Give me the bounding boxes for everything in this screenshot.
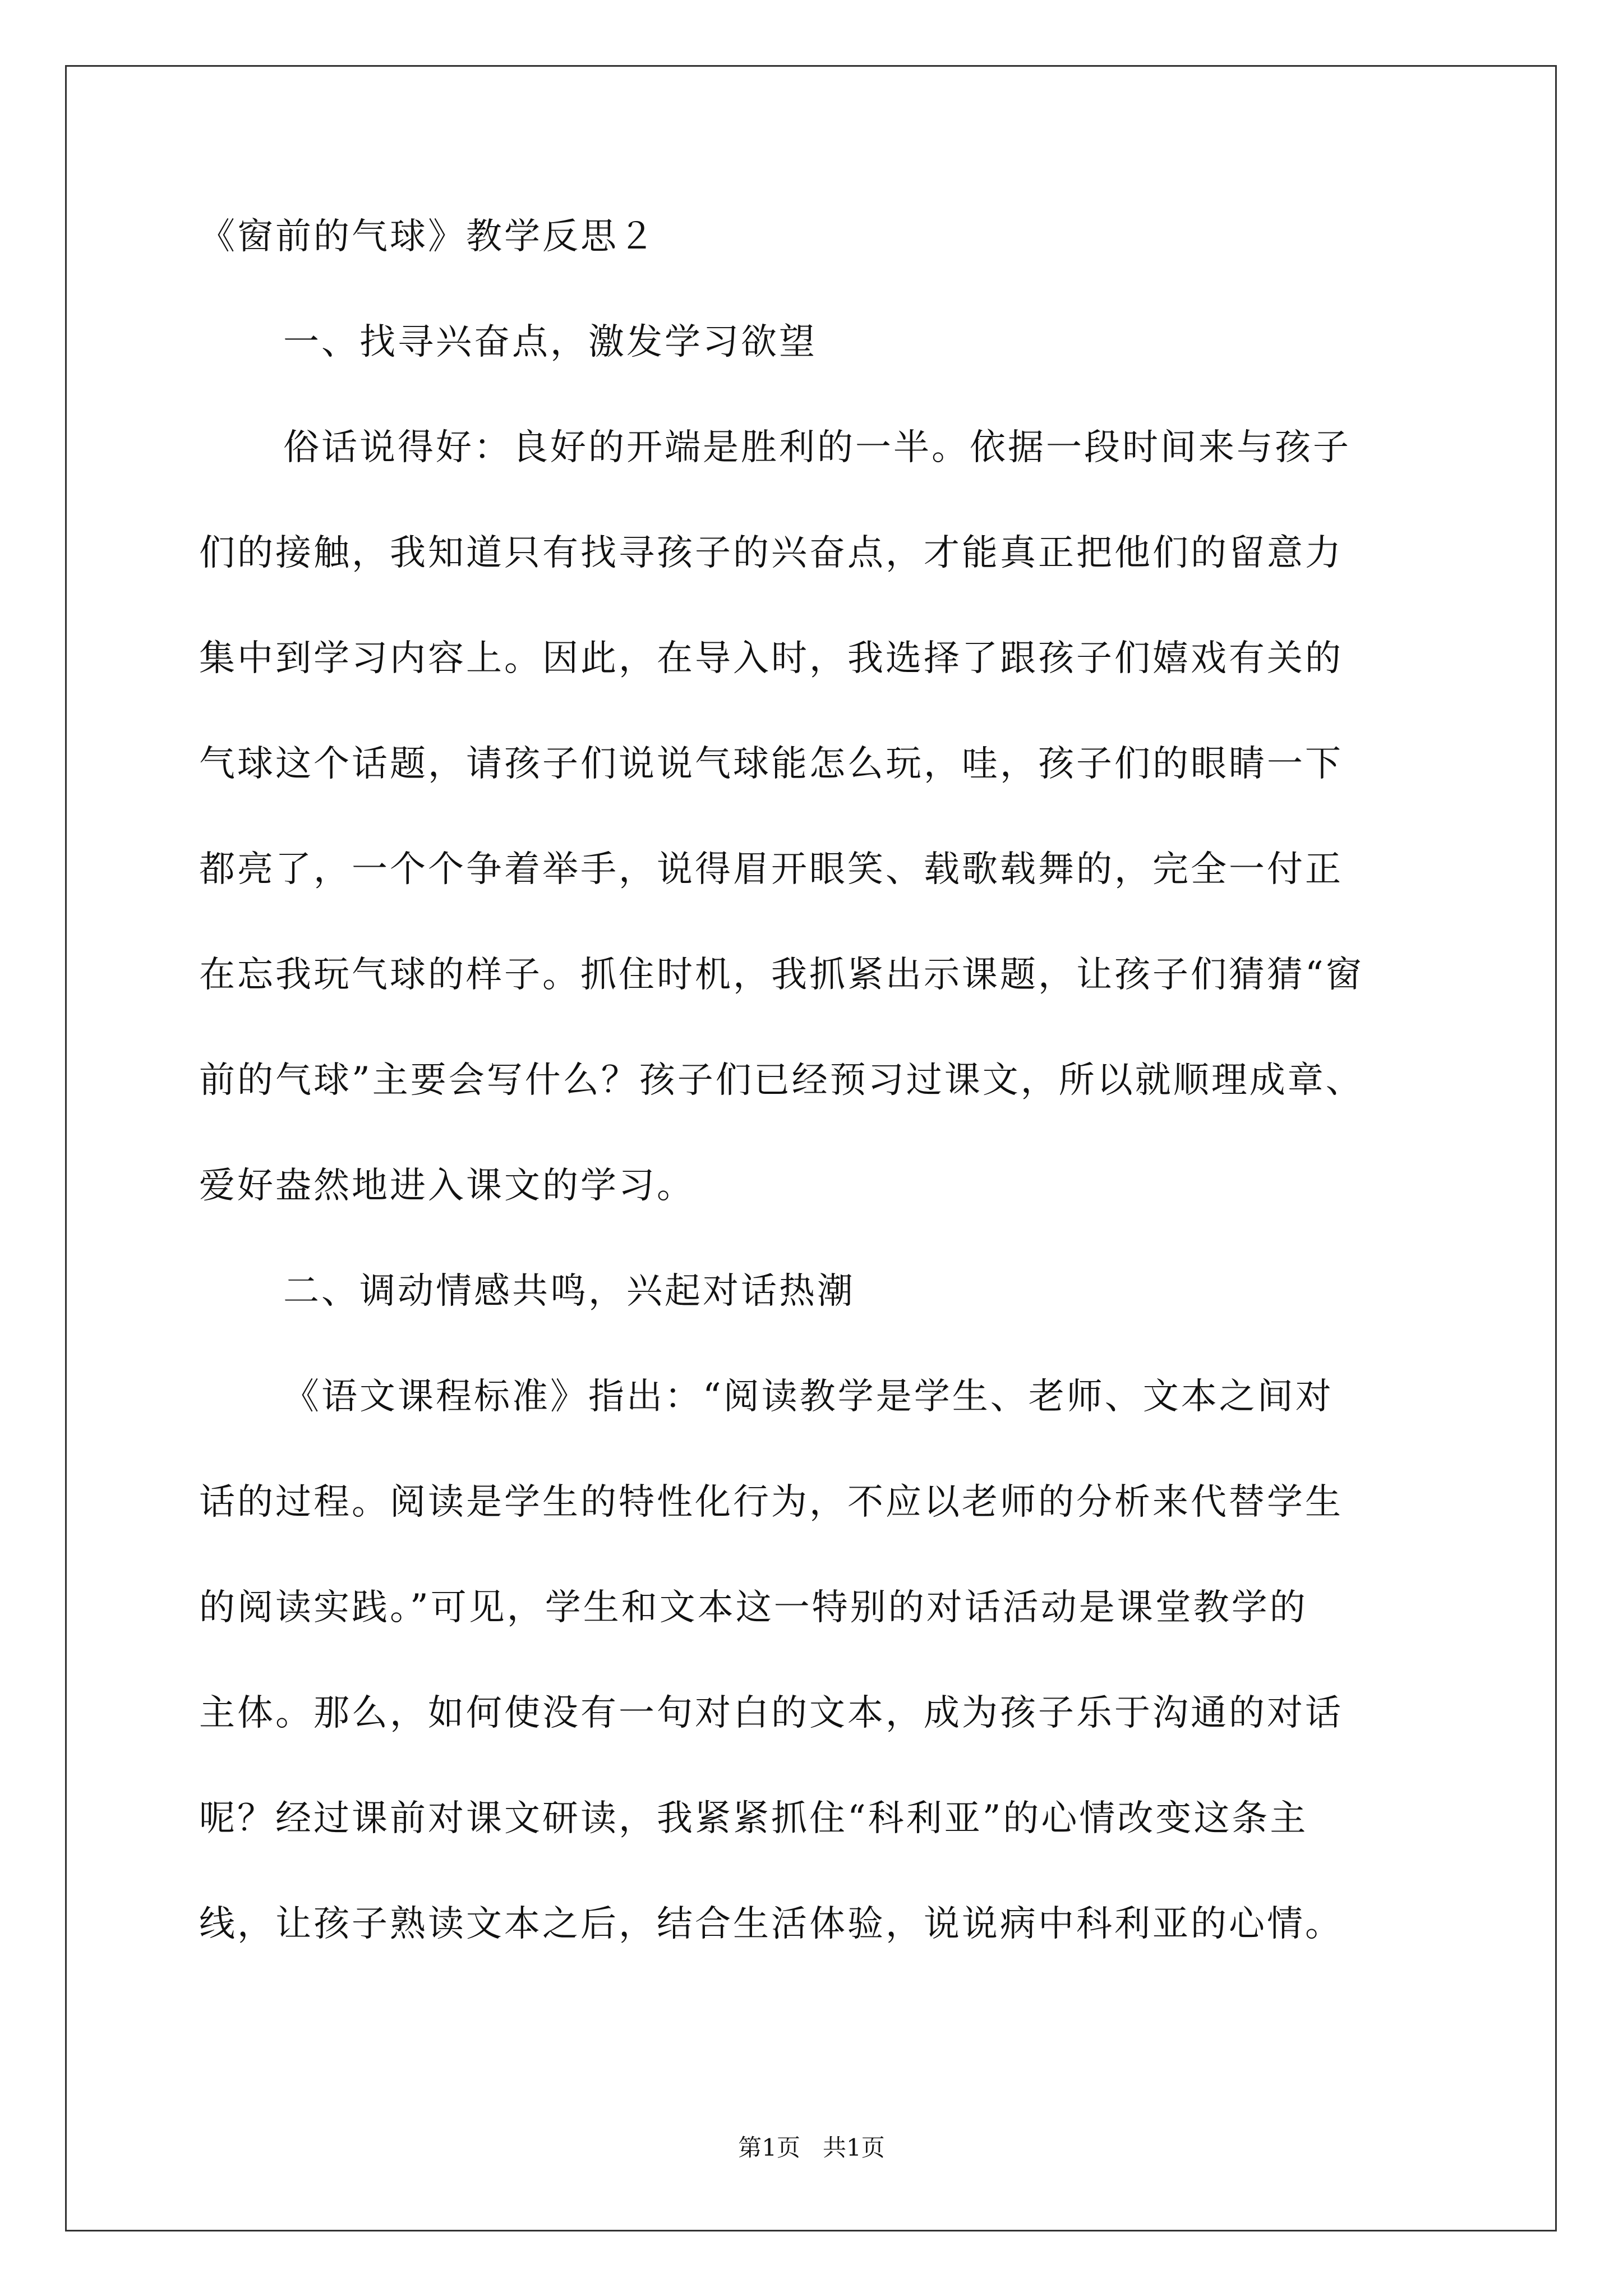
text-line: 俗话说得好：良好的开端是胜利的一半。依据一段时间来与孩子 <box>283 427 1351 468</box>
text-line: 前的气球”主要会写什么？孩子们已经预习过课文，所以就顺理成章、 <box>199 1060 1364 1101</box>
text-line: 们的接触，我知道只有找寻孩子的兴奋点，才能真正把他们的留意力 <box>199 532 1343 574</box>
text-line: 都亮了，一个个争着举手，说得眉开眼笑、载歌载舞的，完全一付正 <box>199 849 1343 890</box>
text-line: 的阅读实践。”可见，学生和文本这一特别的对话活动是课堂教学的 <box>199 1587 1308 1628</box>
text-line: 在忘我玩气球的样子。抓住时机，我抓紧出示课题，让孩子们猜猜“窗 <box>199 954 1364 996</box>
text-line: 集中到学习内容上。因此，在导入时，我选择了跟孩子们嬉戏有关的 <box>199 638 1343 679</box>
text-line: 呢？经过课前对课文研读，我紧紧抓住“科利亚”的心情改变这条主 <box>199 1798 1308 1839</box>
text-line: 一、找寻兴奋点，激发学习欲望 <box>283 321 817 363</box>
text-line: 线，让孩子熟读文本之后，结合生活体验，说说病中科利亚的心情。 <box>199 1903 1343 1945</box>
document-body <box>199 216 1410 2012</box>
page-footer: 第1页 共1页 <box>738 2134 885 2161</box>
text-line: 话的过程。阅读是学生的特性化行为，不应以老师的分析来代替学生 <box>199 1481 1343 1523</box>
text-line: 《语文课程标准》指出：“阅读教学是学生、老师、文本之间对 <box>283 1376 1334 1418</box>
text-line: 主体。那么，如何使没有一句对白的文本，成为孩子乐于沟通的对话 <box>199 1692 1343 1734</box>
text-line: 气球这个话题，请孩子们说说气球能怎么玩，哇，孩子们的眼睛一下 <box>199 743 1343 785</box>
paragraph-lines <box>199 321 1410 1945</box>
document-title: 《窗前的气球》教学反思２ <box>199 216 657 257</box>
text-line: 爱好盎然地进入课文的学习。 <box>199 1165 695 1207</box>
text-line: 二、调动情感共鸣，兴起对话热潮 <box>283 1271 855 1312</box>
